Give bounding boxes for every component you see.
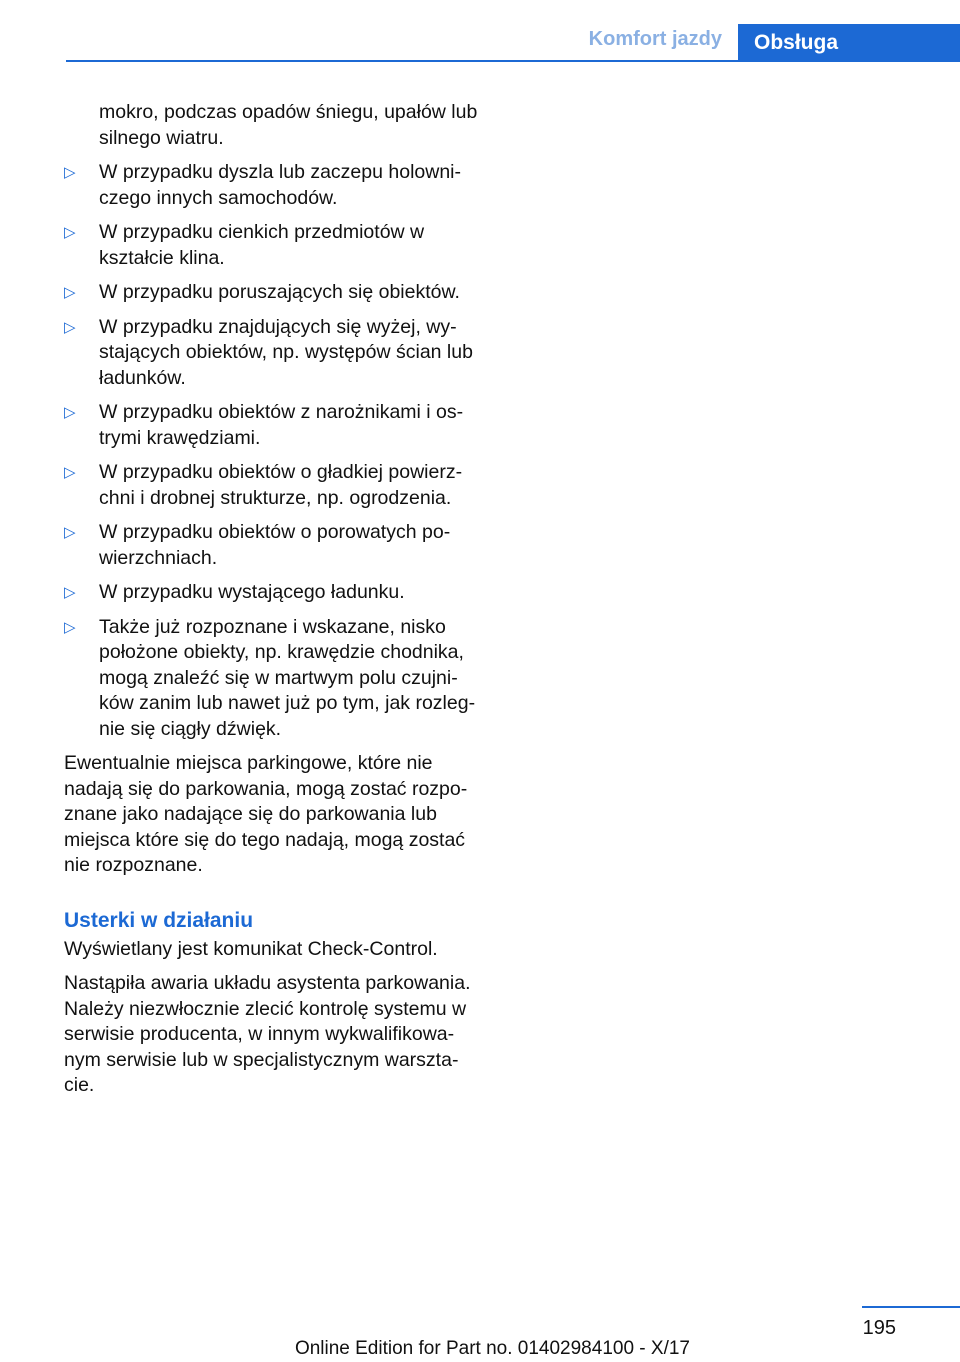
triangle-right-outline-icon: ▷ — [64, 318, 76, 336]
parking-spaces-paragraph: Ewentualnie miejsca parkingowe, które nie nadają się do parkowania, mogą zostać rozpoznane jako nadające się do parkowania lub miejsca które się do tego nadają, mogą zostać nie rozpoznane. — [64, 752, 468, 876]
footer-rule — [862, 1306, 960, 1308]
section-tab: Komfort jazdy — [588, 28, 722, 50]
chapter-tab: Obsługa — [738, 24, 960, 62]
list-item-text: Także już rozpoznane i wskazane, nisko położone obiekty, np. krawędzie chodnika, mogą znaleźć się w martwym polu czujników zanim lub nawet już po tym, jak rozlegnie się ciągły dźwięk. — [99, 615, 476, 740]
list-item — [64, 280, 480, 306]
list-item — [64, 615, 480, 743]
triangle-right-outline-icon: ▷ — [64, 164, 76, 181]
list-item — [64, 520, 480, 571]
list-item-text: W przypadku obiektów o gładkiej powierzchni i drobnej strukturze, np. ogrodzenia. — [99, 461, 463, 509]
continuation-paragraph: mokro, podczas opadów śniegu, upałów lub silnego wiatru. — [99, 101, 478, 149]
triangle-right-outline-icon: ▷ — [64, 618, 76, 636]
section-heading: Usterki w działaniu — [64, 908, 254, 932]
triangle-right-outline-icon: ▷ — [64, 404, 76, 421]
list-item-text: W przypadku dyszla lub zaczepu holowniczego innych samochodów. — [99, 161, 462, 209]
header-rule — [66, 60, 960, 62]
triangle-right-outline-icon: ▷ — [64, 584, 76, 601]
list-item-text: W przypadku poruszających się obiektów. — [99, 281, 460, 303]
triangle-right-outline-icon: ▷ — [64, 524, 76, 541]
list-item-text: W przypadku znajdujących się wyżej, wystających obiektów, np. występów ścian lub ładunków. — [99, 315, 473, 389]
list-item-text: W przypadku obiektów o porowatych powierzchniach. — [99, 521, 451, 569]
malfunction-paragraph: Nastąpiła awaria układu asystenta parkowania. Należy niezwłocznie zlecić kontrolę systemu w serwisie producenta, w innym wykwalifikowanym serwisie lub w specjalistycznym warsztacie. — [64, 972, 471, 1096]
page-header — [0, 0, 960, 64]
main-content — [64, 100, 480, 1108]
list-item — [64, 220, 480, 271]
list-item — [64, 160, 480, 211]
list-item-text: W przypadku cienkich przedmiotów w kształcie klina. — [99, 221, 425, 269]
edition-watermark: Online Edition for Part no. 01402984100 - X/17 — [294, 1338, 690, 1359]
list-item — [64, 460, 480, 511]
triangle-right-outline-icon: ▷ — [64, 464, 76, 481]
triangle-right-outline-icon: ▷ — [64, 224, 76, 241]
triangle-right-outline-icon: ▷ — [64, 284, 76, 301]
list-item — [64, 315, 480, 392]
list-item-text: W przypadku wystającego ładunku. — [99, 581, 405, 603]
list-item-text: W przypadku obiektów z narożnikami i ostrymi krawędziami. — [99, 401, 464, 449]
list-item — [64, 580, 480, 606]
list-item — [64, 400, 480, 451]
limitations-list — [64, 160, 480, 742]
check-control-paragraph: Wyświetlany jest komunikat Check-Control. — [64, 937, 438, 960]
page-number: 195 — [862, 1317, 896, 1339]
